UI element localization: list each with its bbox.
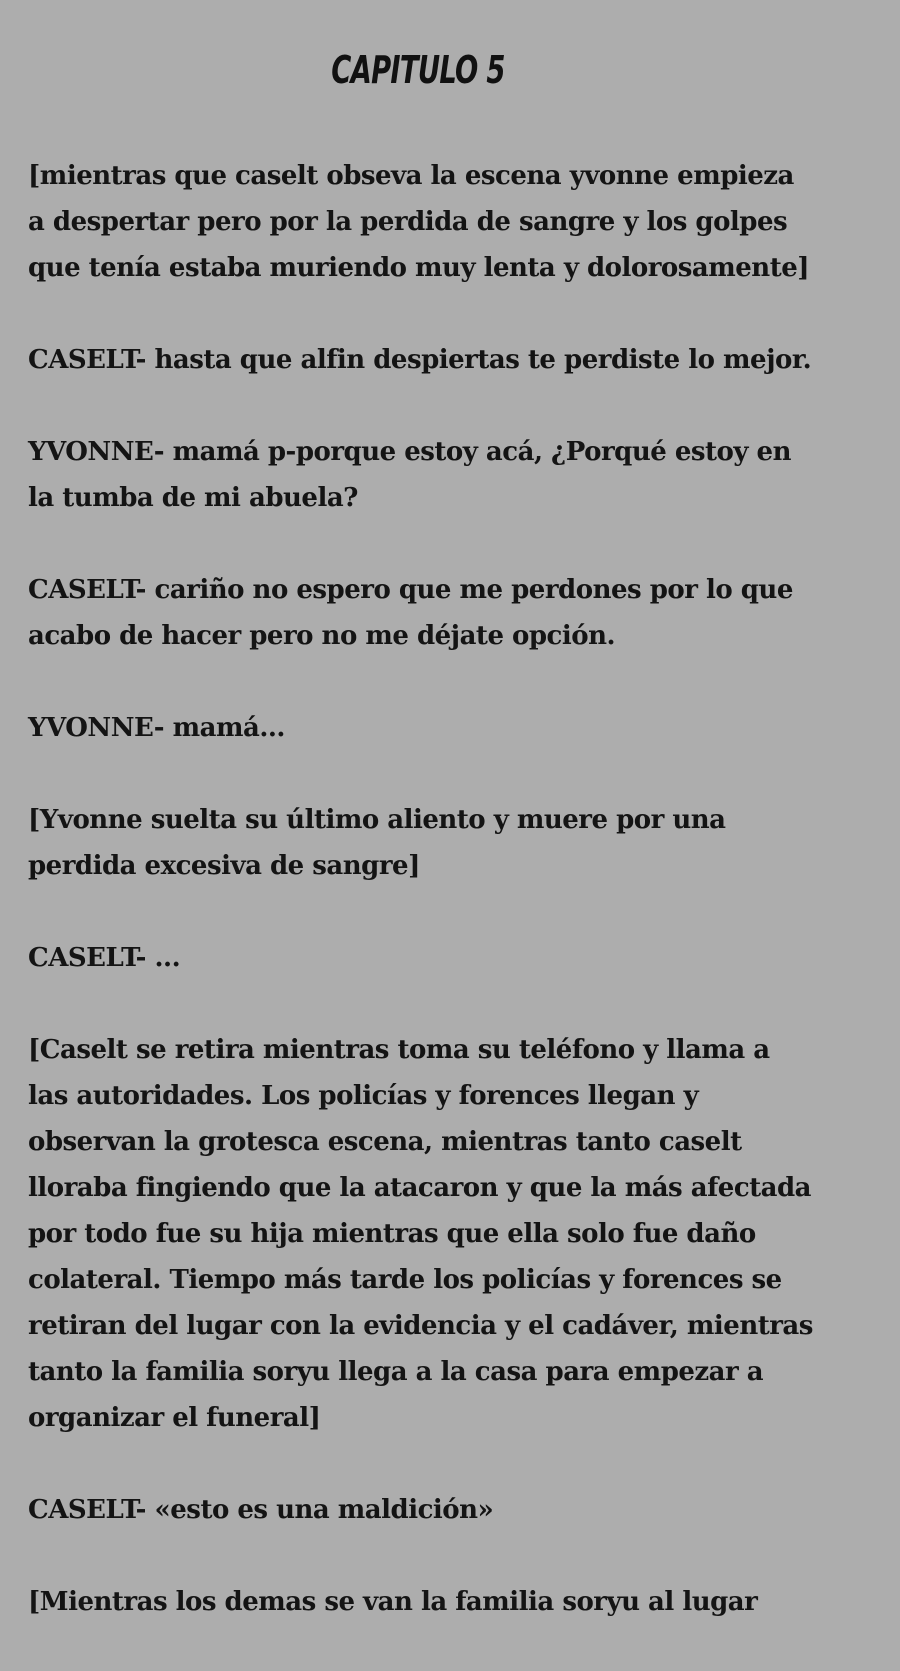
story-paragraph-6: [Yvonne suelta su último aliento y muere por una perdida excesiva de sangre] [28, 805, 726, 881]
story-paragraph-5: YVONNE- mamá... [28, 713, 285, 743]
story-paragraph-7: CASELT- ... [28, 943, 181, 973]
story-paragraph-1: [mientras que caselt obseva la escena yvonne empieza a despertar pero por la perdida de sangre y los golpes que tenía estaba muriendo muy lenta y dolorosamente] [28, 161, 810, 283]
story-text [28, 153, 818, 1671]
story-paragraph-8: [Caselt se retira mientras toma su teléfono y llama a las autoridades. Los policías y forences llegan y observan la grotesca escena, mientras tanto caselt lloraba fingiendo que la atacaron y que la más afectada por todo fue su hija mientras que ella solo fue daño colateral. Tiempo más tarde los policías y forences se retiran del lugar con la evidencia y el cadáver, mientras tanto la familia soryu llega a la casa para empezar a organizar el funeral] [28, 1035, 813, 1433]
story-paragraph-4: CASELT- cariño no espero que me perdones por lo que acabo de hacer pero no me déjate opción. [28, 575, 793, 651]
story-paragraph-10: [Mientras los demas se van la familia soryu al lugar [28, 1587, 758, 1617]
chapter-title: CAPITULO 5 [331, 48, 505, 92]
story-paragraph-2: CASELT- hasta que alfin despiertas te perdiste lo mejor. [28, 345, 812, 375]
story-paragraph-3: YVONNE- mamá p-porque estoy acá, ¿Porqué estoy en la tumba de mi abuela? [28, 437, 791, 513]
story-paragraph-9: CASELT- «esto es una maldición» [28, 1495, 494, 1525]
